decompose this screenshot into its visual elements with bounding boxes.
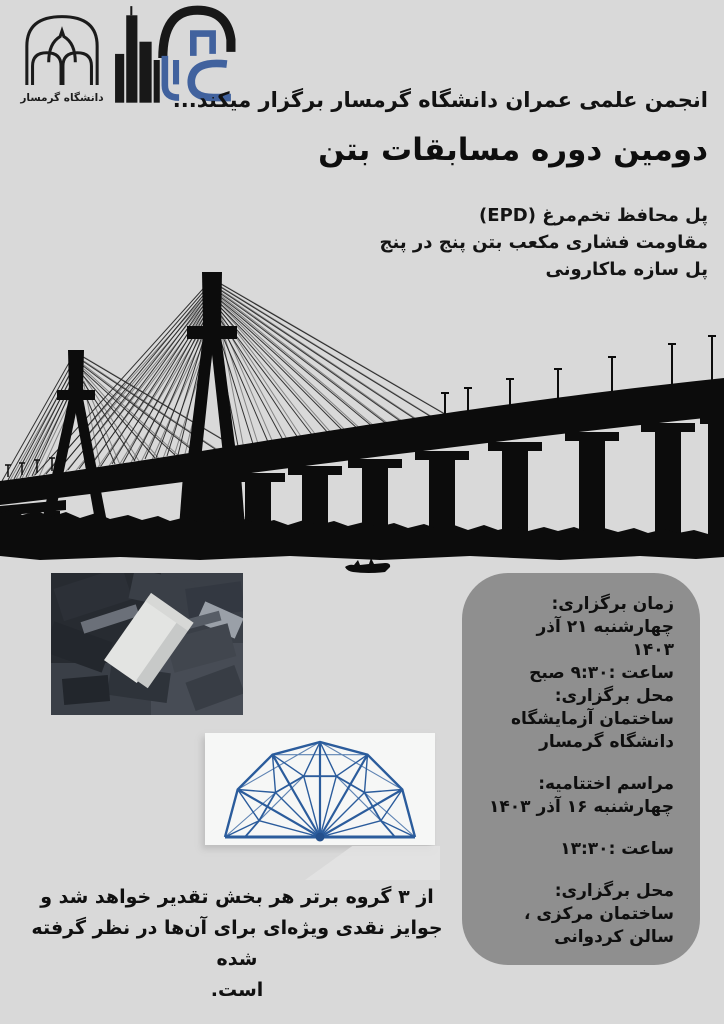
- competition-item: پل سازه ماکارونی: [545, 259, 708, 280]
- info-line: چهارشنبه ۲۱ آذر: [536, 617, 674, 637]
- info-line: ۱۴۰۳: [632, 640, 674, 660]
- truss-dome-diagram: [205, 733, 435, 845]
- concrete-bricks-photo: [51, 573, 243, 715]
- info-line: چهارشنبه ۱۶ آذر ۱۴۰۳: [489, 797, 674, 817]
- closing-ceremony-section: [480, 773, 674, 819]
- info-line: محل برگزاری:: [554, 686, 674, 706]
- card-shadow: [305, 846, 440, 880]
- event-time-section: [480, 593, 674, 754]
- bridge-silhouette-image: [0, 270, 724, 580]
- prize-note-line: جوایز نقدی ویژه‌ای برای آن‌ها در نظر گرفته شده: [31, 917, 443, 970]
- info-line: ساعت :۹:۳۰ صبح: [529, 663, 674, 683]
- university-logo-caption: دانشگاه گرمسار: [20, 92, 104, 104]
- poster-subtitle: انجمن علمی عمران دانشگاه گرمسار برگزار میکند...: [172, 88, 708, 112]
- prize-note: [22, 882, 452, 1006]
- closing-venue-section: [480, 880, 674, 949]
- university-arch-icon: [18, 10, 106, 86]
- prize-note-line: است.: [210, 979, 264, 1001]
- info-line: محل برگزاری:: [554, 881, 674, 901]
- info-line: مراسم اختتامیه:: [538, 774, 674, 794]
- info-line: ساختمان آزمایشگاه: [510, 709, 674, 729]
- competition-item: پل محافظ تخم‌مرغ (EPD): [479, 205, 708, 226]
- boat-silhouette: [345, 558, 390, 573]
- poster-title: دومین دوره مسابقات بتن: [318, 132, 708, 168]
- info-line: ساختمان مرکزی ،: [523, 904, 674, 924]
- garmsar-university-logo: [16, 10, 108, 104]
- closing-time-section: [480, 838, 674, 861]
- competition-item: مقاومت فشاری مکعب بتن پنج در پنج: [379, 232, 708, 253]
- info-line: ساعت :۱۳:۳۰: [560, 839, 674, 859]
- prize-note-line: از ۳ گروه برتر هر بخش تقدیر خواهد شد و: [40, 886, 434, 908]
- info-line: سالن کردوانی: [554, 927, 674, 947]
- info-line: دانشگاه گرمسار: [539, 732, 674, 752]
- info-line: زمان برگزاری:: [551, 594, 674, 614]
- event-info-box: [462, 573, 700, 965]
